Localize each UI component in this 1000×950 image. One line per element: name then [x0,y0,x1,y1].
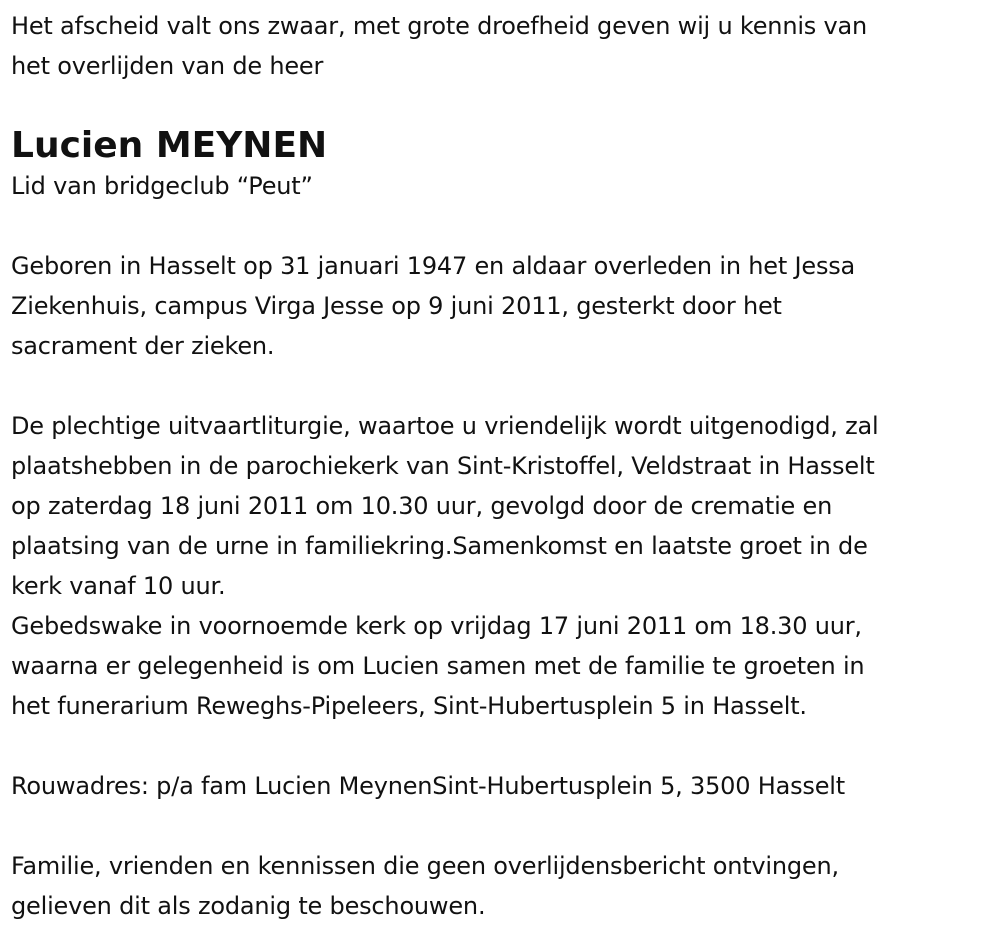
funeral-line: De plechtige uitvaartliturgie, waartoe u vriendelijk wordt uitgenodigd, zal [11,412,879,440]
birth-death-line: Ziekenhuis, campus Virga Jesse op 9 juni 2011, gesterkt door het [11,292,782,320]
funeral-line: op zaterdag 18 juni 2011 om 10.30 uur, gevolgd door de crematie en [11,492,833,520]
vigil-line: Gebedswake in voornoemde kerk op vrijdag 17 juni 2011 om 18.30 uur, [11,612,862,640]
deceased-name-text: Lucien MEYNEN [11,125,328,166]
funeral-paragraph [11,406,996,726]
vigil-line: waarna er gelegenheid is om Lucien samen met de familie te groeten in [11,652,865,680]
address-paragraph [11,766,996,806]
funeral-line: kerk vanaf 10 uur. [11,572,226,600]
intro-paragraph [11,6,996,86]
deceased-subtitle [11,166,996,206]
deceased-subtitle-text: Lid van bridgeclub “Peut” [11,172,313,200]
closing-paragraph [11,846,996,926]
deceased-name [11,126,996,166]
intro-line: Het afscheid valt ons zwaar, met grote droefheid geven wij u kennis van [11,12,868,40]
closing-line: gelieven dit als zodanig te beschouwen. [11,892,486,920]
funeral-line: plaatsing van de urne in familiekring.Samenkomst en laatste groet in de [11,532,868,560]
funeral-line: plaatshebben in de parochiekerk van Sint-Kristoffel, Veldstraat in Hasselt [11,452,875,480]
vigil-line: het funerarium Reweghs-Pipeleers, Sint-Hubertusplein 5 in Hasselt. [11,692,807,720]
obituary-document [11,6,996,926]
intro-line: het overlijden van de heer [11,52,324,80]
birth-death-line: sacrament der zieken. [11,332,275,360]
closing-line: Familie, vrienden en kennissen die geen overlijdensbericht ontvingen, [11,852,839,880]
mourning-address: Rouwadres: p/a fam Lucien MeynenSint-Hubertusplein 5, 3500 Hasselt [11,772,845,800]
birth-death-line: Geboren in Hasselt op 31 januari 1947 en aldaar overleden in het Jessa [11,252,856,280]
birth-death-paragraph [11,246,996,366]
